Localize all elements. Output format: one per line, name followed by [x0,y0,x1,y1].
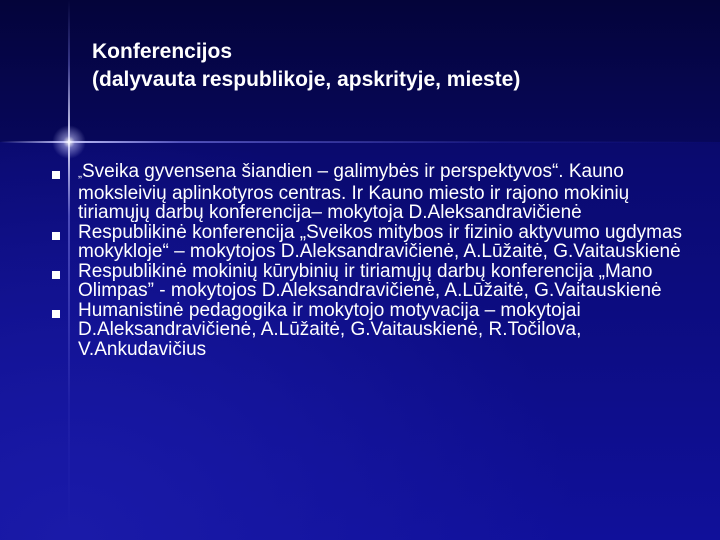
opening-quote: „ [78,166,82,180]
title-line-1: Konferencijos [92,40,233,63]
slide-title [92,38,692,94]
square-bullet-icon [52,232,60,240]
conference-list [48,162,698,359]
title-line-2: (dalyvauta respublikoje, apskrityje, mieste) [92,68,521,91]
light-flare [52,125,86,159]
list-item [48,301,698,360]
square-bullet-icon [52,310,60,318]
list-item [48,223,698,262]
list-item-text: Respublikinė konferencija „Sveikos mitybos ir fizinio aktyvumo ugdymas mokykloje“ – mokytojos D.Aleksandravičienė, A.Lūžaitė, G.Vaitauskienė [78,221,683,262]
square-bullet-icon [52,171,60,179]
list-item-text [78,161,629,223]
list-item-text: Humanistinė pedagogika ir mokytojo motyvacija – mokytojai D.Aleksandravičienė, A.Lūžaitė, G.Vaitauskienė, R.Točilova, V.Ankudavičius [78,299,582,360]
square-bullet-icon [52,271,60,279]
list-item [48,262,698,301]
list-item-text: Respublikinė mokinių kūrybinių ir tiriamųjų darbų konferencija „Mano Olimpas” - mokytojos D.Aleksandravičienė, A.Lūžaitė, G.Vaitauskienė [78,260,662,301]
list-item [48,162,698,223]
list-item-body: Sveika gyvensena šiandien – galimybės ir perspektyvos“. Kauno moksleivių aplinkotyros centras. Ir Kauno miesto ir rajono mokinių tiriamųjų darbų konferencija– mokytoja D.Aleksandravičienė [78,161,630,223]
horizontal-light-line [0,141,720,143]
